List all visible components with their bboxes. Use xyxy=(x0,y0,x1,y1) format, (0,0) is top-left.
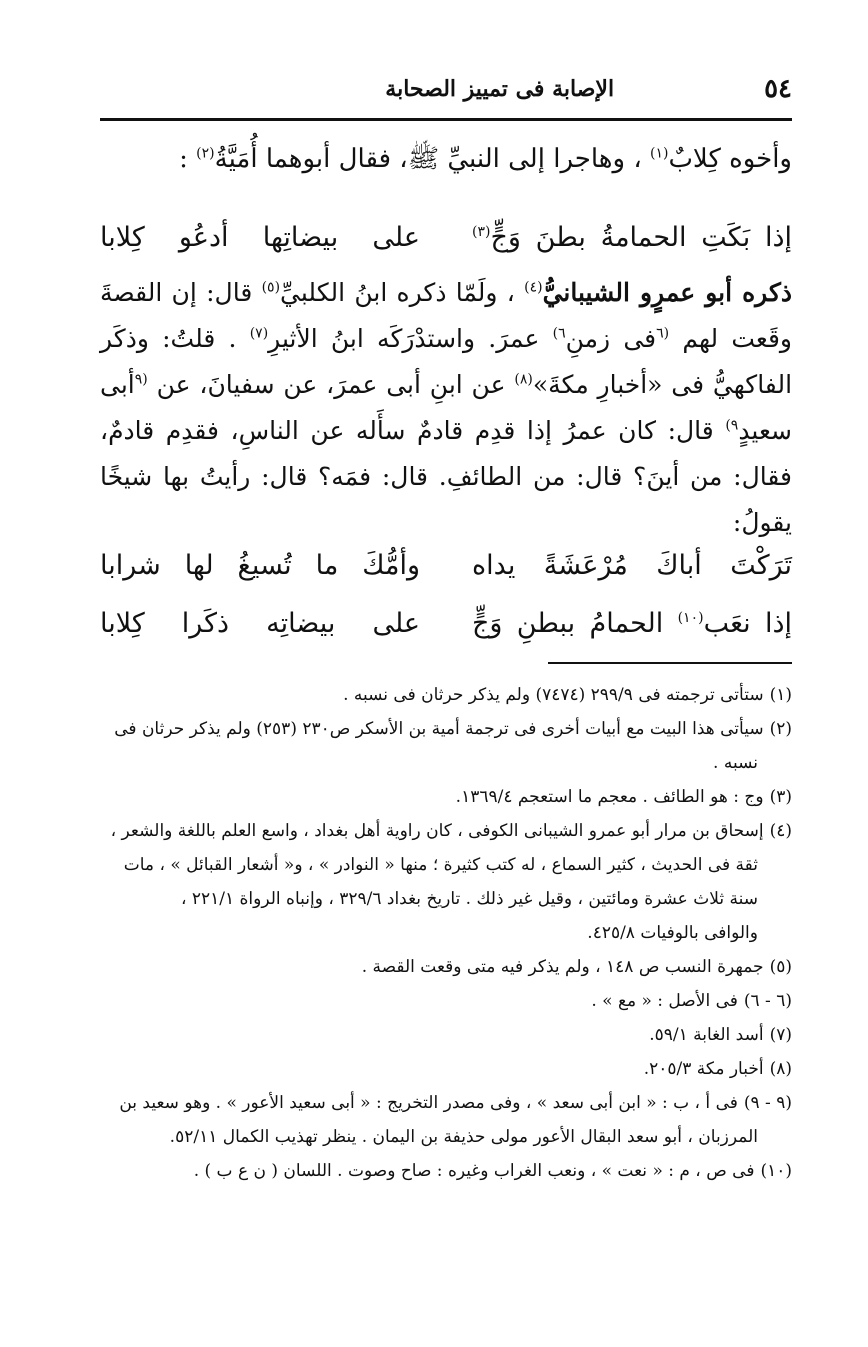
text-segment: ، وهاجرا إلى النبيِّ ﷺ، فقال أبوهما أُمَيَّةُ xyxy=(214,144,642,174)
footnote xyxy=(100,1018,792,1052)
page-header xyxy=(100,72,792,106)
verse-first-hemistich: تَرَكْتَ أباكَ مُرْعَشَةً يداه xyxy=(472,549,792,581)
running-title: الإصابة فى تمييز الصحابة xyxy=(385,76,615,102)
text-segment: الحمامُ ببطنِ وَجٍّ xyxy=(472,607,664,639)
footnote-number: (٨) xyxy=(769,1059,792,1079)
text-segment: قال: كان عمرُ إذا قدِم قادمٌ سأَله عن الناسِ، فقدِم قادمٌ، فقال: من أينَ؟ قال: من الطائفِ. قال: فمَه؟ قال: رأيتُ بها شيخًا يقولُ: xyxy=(100,416,792,537)
footnote-text: فى الأصل : « مع » . xyxy=(591,991,738,1011)
verse-second-hemistich: على بيضاتِه ذكَرا كِلابا xyxy=(100,607,420,639)
footnote xyxy=(100,780,792,814)
footnote-marker: (٣) xyxy=(472,223,491,240)
text-segment: إذا بَكَتِ الحمامةُ بطنَ وَجٍّ xyxy=(490,221,792,253)
main-paragraph xyxy=(100,270,792,546)
footnote-continuation: والوافى بالوفيات ٤٢٥/٨. xyxy=(587,923,758,943)
footnote-text: فى أ ، ب : « ابن أبى سعد » ، وفى مصدر التخريج : « أبى سعيد الأعور » . وهو سعيد بن xyxy=(119,1093,738,1113)
footnotes xyxy=(100,678,792,1188)
text-segment: أبى سعيدٍ xyxy=(100,370,792,445)
footnote-marker: (٤) xyxy=(524,279,543,296)
entry-lead: ذكره أبو عمرٍو الشيبانيُّ xyxy=(542,278,793,307)
footnote-number: (٥) xyxy=(769,957,792,977)
footnote xyxy=(100,1154,792,1188)
footnote xyxy=(100,950,792,984)
verse-second-hemistich: على بيضاتِها أدعُو كِلابا xyxy=(100,221,420,253)
footnote-text: جمهرة النسب ص ١٤٨ ، ولم يذكر فيه متى وقعت القصة . xyxy=(361,957,764,977)
verse-1 xyxy=(100,208,792,266)
footnote-text: فى ص ، م : « نعت » ، ونعب الغراب وغيره : صاح وصوت . اللسان ( ن ع ب ) . xyxy=(193,1161,755,1181)
verse-2 xyxy=(100,536,792,652)
footnote xyxy=(100,1086,792,1120)
opening-line xyxy=(100,136,792,183)
footnote-continuation: نسبه . xyxy=(713,753,758,773)
footnote-number: (٦ - ٦) xyxy=(743,991,792,1011)
footnote xyxy=(100,814,792,848)
footnote-marker: (١٠) xyxy=(677,609,704,626)
header-rule xyxy=(100,118,792,121)
footnote-number: (٩ - ٩) xyxy=(743,1093,792,1113)
footnote-text: إسحاق بن مرار أبو عمرو الشيبانى الكوفى ، كان راوية أهل بغداد ، واسع العلم باللغة والشعر ، xyxy=(110,821,764,841)
footnote-marker: ٦) xyxy=(552,325,566,342)
footnote-marker: (٩ xyxy=(134,371,148,388)
footnote-number: (٢) xyxy=(769,719,792,739)
footnote-number: (١) xyxy=(769,685,792,705)
verse-line xyxy=(100,594,792,652)
verse-line xyxy=(100,208,792,266)
footnote-marker: (٦ xyxy=(656,325,670,342)
footnote xyxy=(100,712,792,746)
verse-first-hemistich xyxy=(472,222,792,253)
footnote xyxy=(100,678,792,712)
footnote-text: أخبار مكة ٢٠٥/٣. xyxy=(643,1059,764,1079)
footnote-number: (٧) xyxy=(769,1025,792,1045)
text-segment: إذا نعَب xyxy=(703,607,792,639)
footnote-marker: (٥) xyxy=(261,279,281,296)
footnote xyxy=(100,984,792,1018)
verse-second-hemistich: وأمُّكَ ما تُسيغُ لها شرابا xyxy=(100,549,420,581)
footnote-text: وج : هو الطائف . معجم ما استعجم ١٣٦٩/٤. xyxy=(455,787,764,807)
footnote-continuation: سنة ثلاث عشرة ومائتين ، وقيل غير ذلك . تاريخ بغداد ٣٢٩/٦ ، وإنباه الرواة ٢٢١/١ ، xyxy=(180,889,758,909)
footnote-number: (٣) xyxy=(769,787,792,807)
footnote-marker: (٨) xyxy=(514,371,533,388)
footnote-marker: (٧) xyxy=(249,325,269,342)
text-segment: ، ولَمّا ذكره ابنُ الكلبيِّ xyxy=(280,278,515,307)
footnote-marker: (٢) xyxy=(196,145,215,162)
text-segment: : xyxy=(179,144,188,174)
footnote-rule xyxy=(548,662,792,664)
text-segment: . قلتُ: وذكَر الفاكهيُّ فى «أخبارِ مكةَ» xyxy=(100,324,793,399)
footnote-number: (٤) xyxy=(769,821,792,841)
text-segment: عن ابنِ أبى عمرَ، عن سفيانَ، عن xyxy=(156,370,506,399)
footnote-text: أسد الغابة ٥٩/١. xyxy=(649,1025,764,1045)
footnote-text: سيأتى هذا البيت مع أبيات أخرى فى ترجمة أمية بن الأسكر ص٢٣٠ (٢٥٣) ولم يذكر حرثان فى xyxy=(114,719,764,739)
text-segment: قال: إن القصةَ وقَعت لهم xyxy=(100,278,792,353)
footnote-marker: ٩) xyxy=(725,417,739,434)
text-segment: وأخوه كِلابٌ xyxy=(668,144,792,174)
verse-line xyxy=(100,536,792,594)
footnote-number: (١٠) xyxy=(760,1161,792,1181)
text-segment: عمرَ. واستدْرَكَه ابنُ الأثيرِ xyxy=(268,324,540,353)
text-segment: فى زمنِ xyxy=(565,324,657,353)
footnote-text: ستأتى ترجمته فى ٢٩٩/٩ (٧٤٧٤) ولم يذكر حرثان فى نسبه . xyxy=(343,685,764,705)
footnote-continuation: ثقة فى الحديث ، كثير السماع ، له كتب كثيرة ؛ منها « النوادر » ، و« أشعار القبائل » ، مات xyxy=(123,855,758,875)
footnote xyxy=(100,1052,792,1086)
footnote-marker: (١) xyxy=(649,145,669,162)
page-number: ٥٤ xyxy=(764,74,792,104)
footnote-continuation: المرزبان ، أبو سعد البقال الأعور مولى حذيفة بن اليمان . ينظر تهذيب الكمال ٥٢/١١. xyxy=(169,1127,758,1147)
verse-first-hemistich xyxy=(472,608,792,639)
